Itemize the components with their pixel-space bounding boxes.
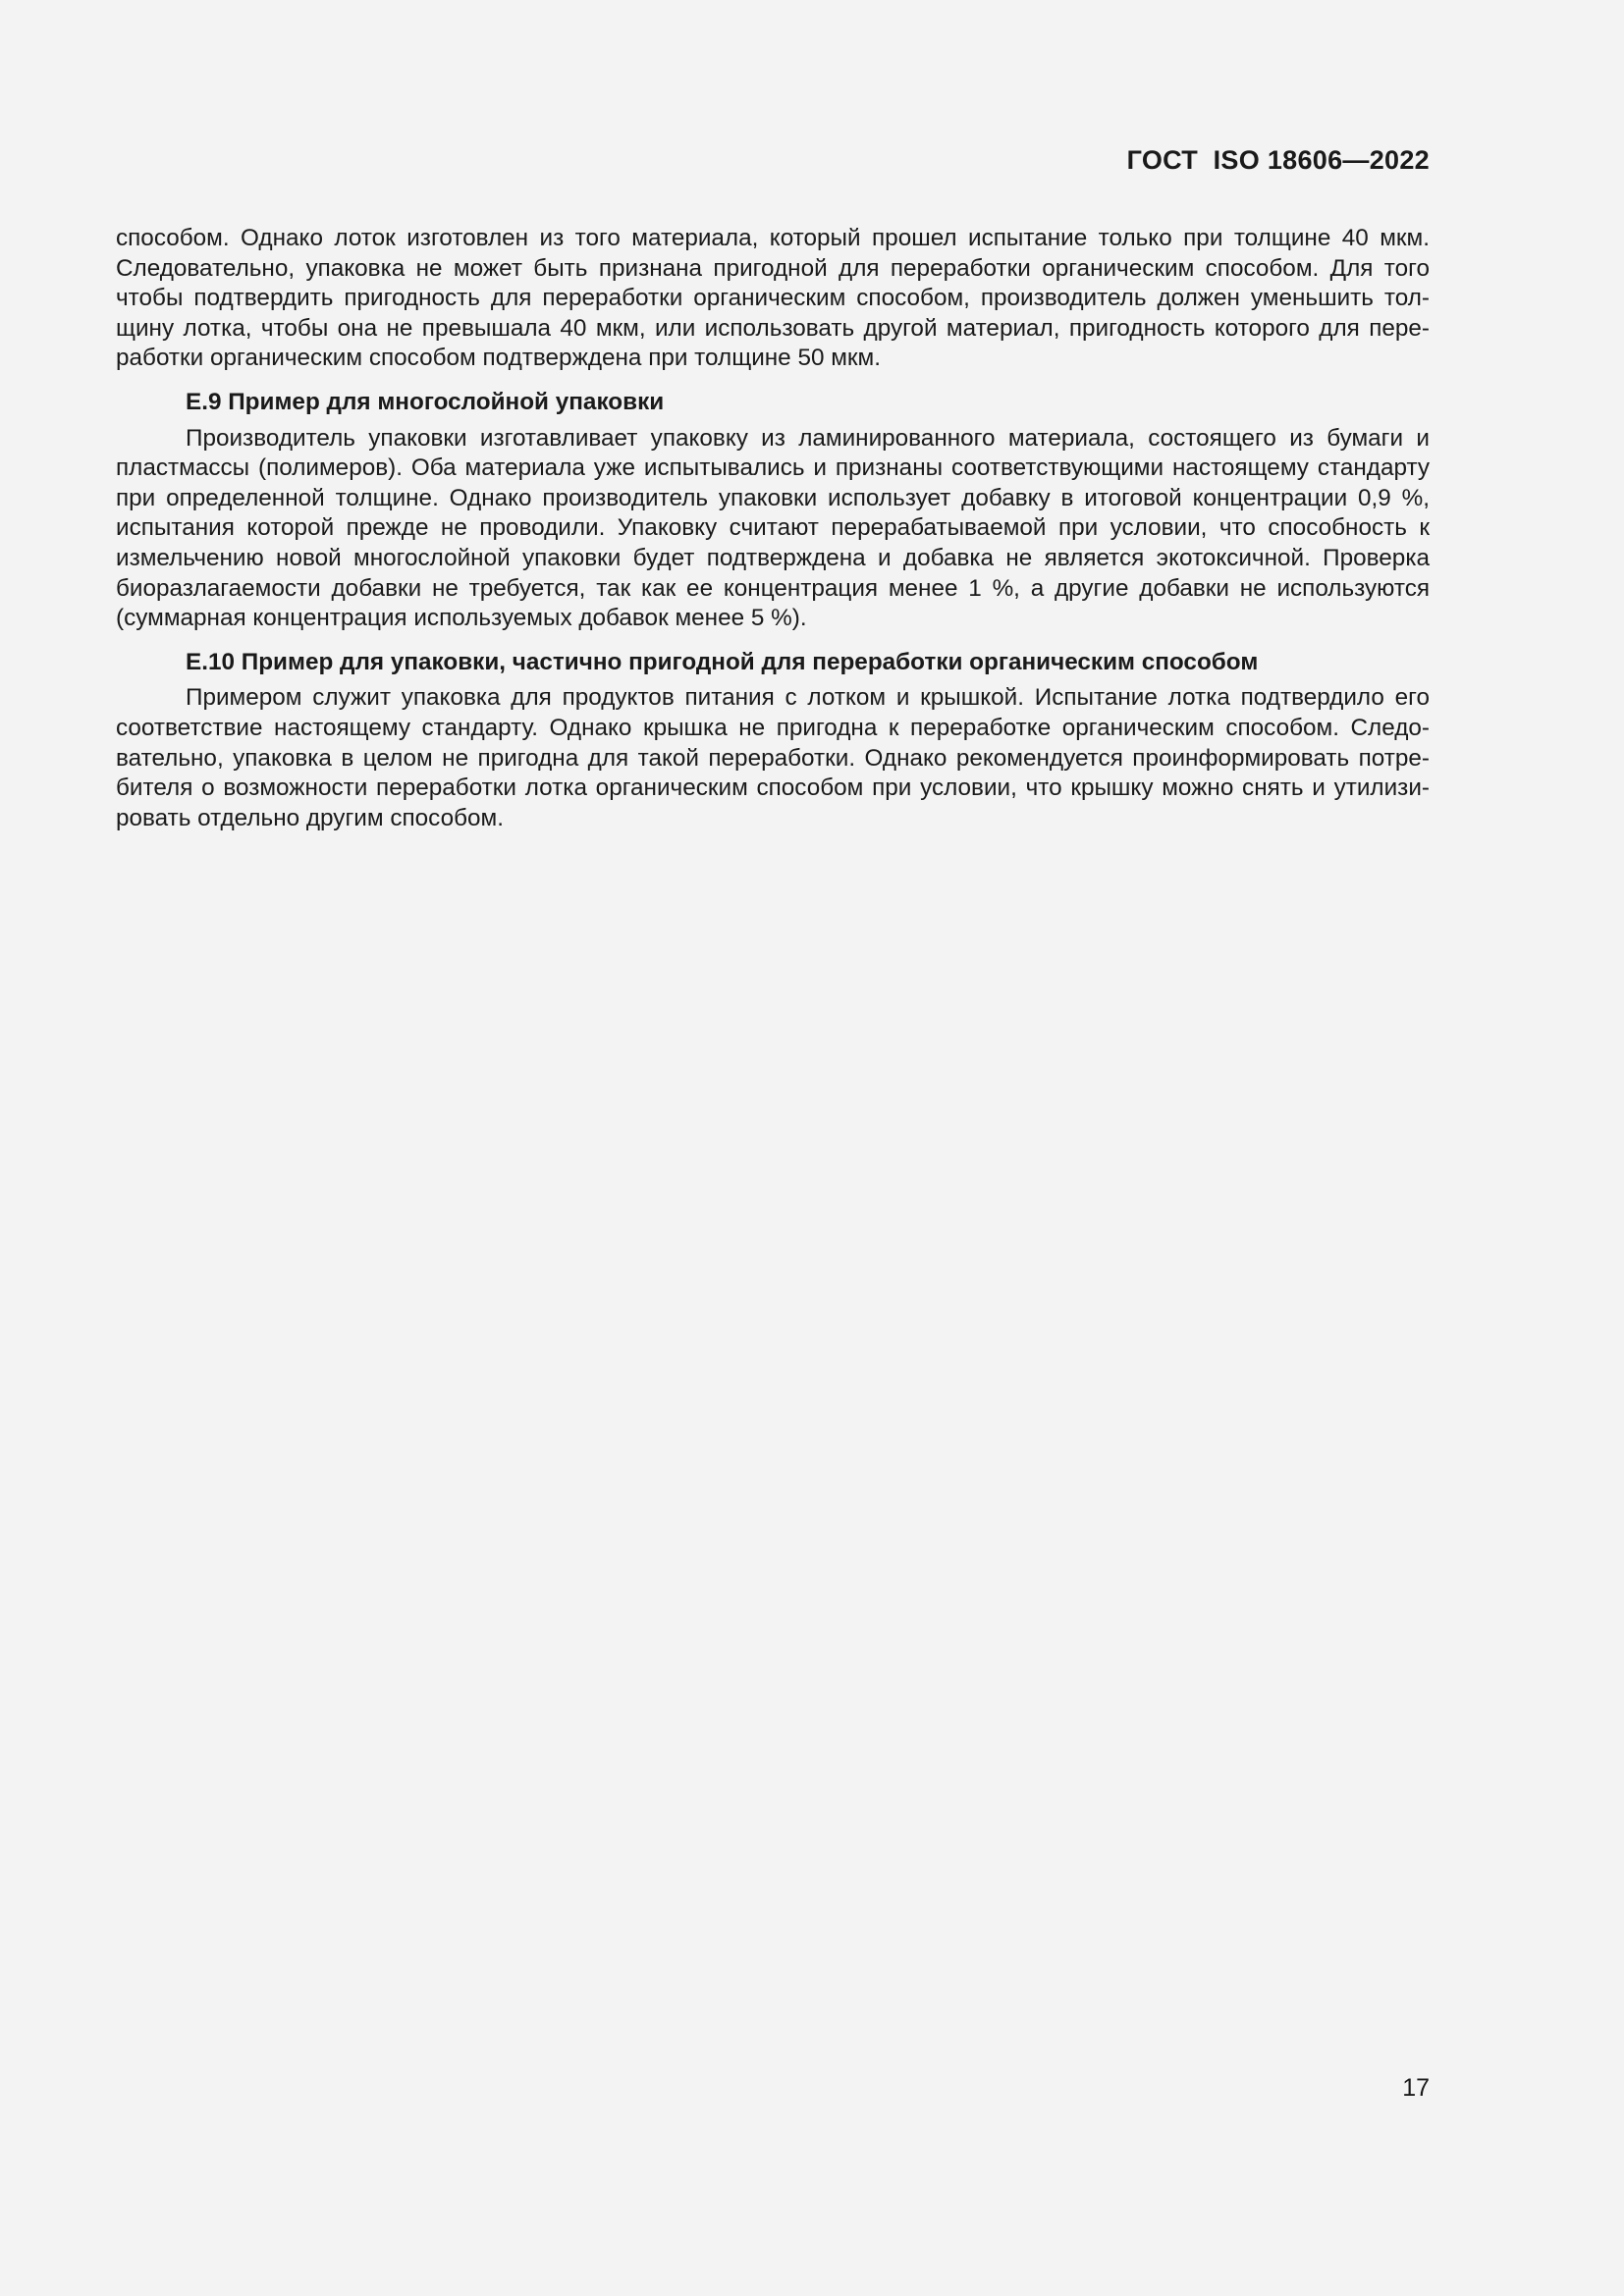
section-text-e9: Производитель упаковки изготавливает упаковку из ламинированного материала, состоящего из бумаги и пластмассы (полимеров). Оба материала уже испытывались и признаны соответствующими настоящему стандарту при определенной толщине. Однако производитель упаковки использует добавку в итоговой концентрации 0,9 %, испытания которой прежде не проводили. Упаковку считают перерабатываемой при условии, что способность к измельчению новой многослойной упаковки будет подтверждена и добавка не является экотоксичной. Проверка биоразлагаемости добавки не требуется, так как ее концентрация менее 1 %, а другие добавки не используются (суммарная концентрация используемых добавок менее 5 %). <box>116 424 1430 632</box>
document-body <box>116 224 1430 833</box>
document-header: ГОСТ ISO 18606—2022 <box>1126 145 1430 175</box>
continuation-paragraph: способом. Однако лоток изготовлен из того материала, который прошел испытание только при толщине 40 мкм. Следовательно, упаковка не может быть признана пригодной для переработки органическим способом. Для того чтобы подтвердить пригодность для переработки органическим способом, производитель должен уменьшить толщину лотка, чтобы она не превышала 40 мкм, или использовать другой материал, пригодность которого для переработки органическим способом подтверждена при толщине 50 мкм. <box>116 225 1430 372</box>
section-heading-e10: Е.10 Пример для упаковки, частично пригодной для переработки органическим способом <box>186 648 1259 675</box>
section-heading-e9: Е.9 Пример для многослойной упаковки <box>186 388 665 415</box>
page-number: 17 <box>1402 2074 1430 2102</box>
section-text-e10: Примером служит упаковка для продуктов питания с лотком и крышкой. Испытание лотка подтвердило его соответствие настоящему стандарту. Однако крышка не пригодна к переработке органическим способом. Следовательно, упаковка в целом не пригодна для такой переработки. Однако рекомендуется проинформировать потребителя о возможности переработки лотка органическим способом при условии, что крышку можно снять и утилизировать отдельно другим способом. <box>116 684 1430 831</box>
